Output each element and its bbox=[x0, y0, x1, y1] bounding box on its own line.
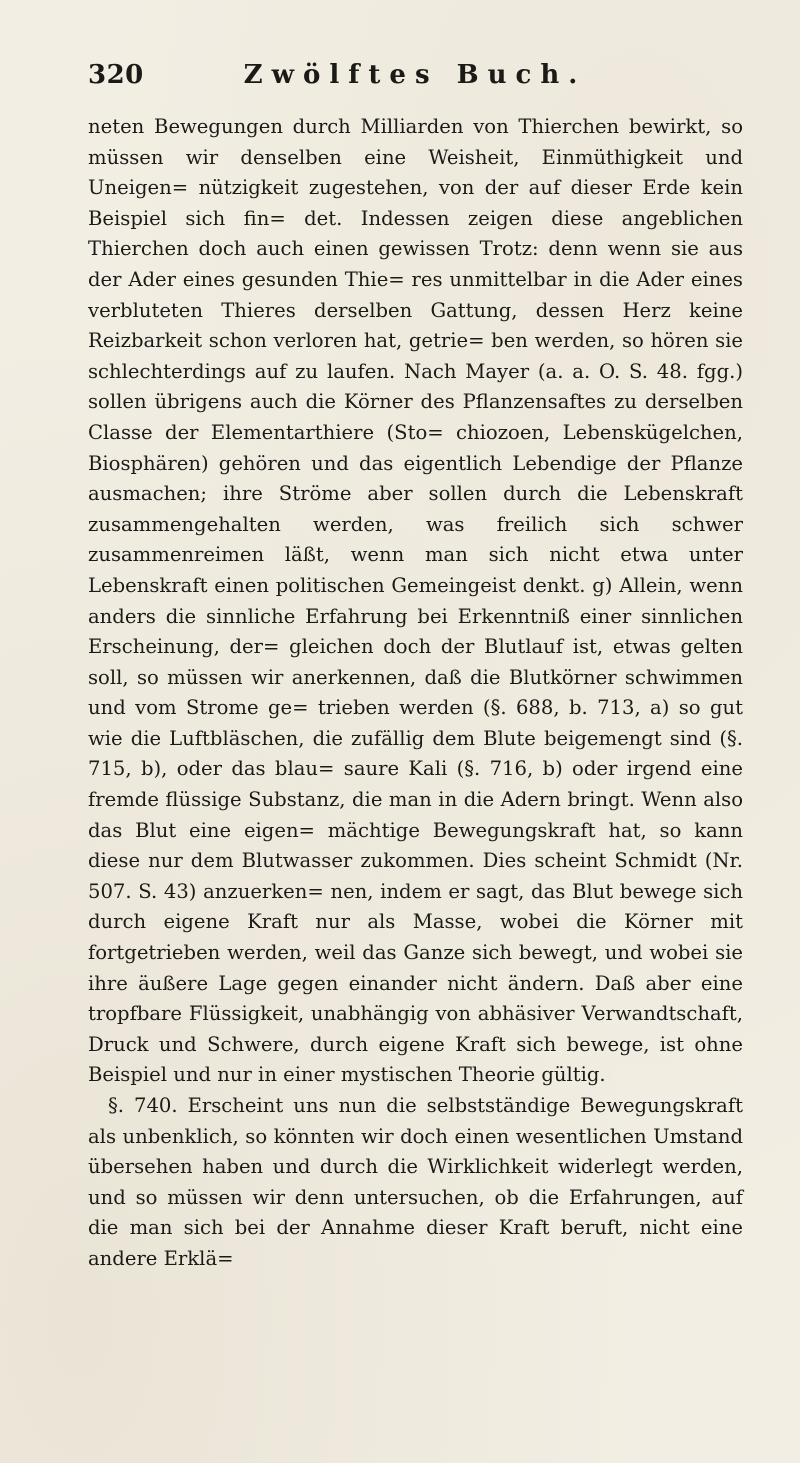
running-head: Zwölftes Buch. bbox=[243, 60, 587, 90]
paragraph-section-740: §. 740. Erscheint uns nun die selbstständige Bewegungskraft als unbenklich, so könnten wir doch einen wesentlichen Umstand übersehen haben und durch die Wirklichkeit widerlegt werden, und so müssen wir denn untersuchen, ob die Erfahrungen, auf die man sich bei der Annahme dieser Kraft beruft, nicht eine andere Erklä= bbox=[88, 1094, 743, 1270]
page-number: 320 bbox=[88, 60, 144, 90]
page-header bbox=[88, 60, 742, 100]
paragraph-continued: neten Bewegungen durch Milliarden von Thierchen bewirkt, so müssen wir denselben eine Weisheit, Einmüthigkeit und Uneigen= nützigkeit zugestehen, von der auf dieser Erde kein Beispiel sich fin= det. Indessen zeigen diese angeblichen Thierchen doch auch einen gewissen Trotz: denn wenn sie aus der Ader eines gesunden Thie= res unmittelbar in die Ader eines verbluteten Thieres derselben Gattung, dessen Herz keine Reizbarkeit schon verloren hat, getrie= ben werden, so hören sie schlechterdings auf zu laufen. Nach Mayer (a. a. O. S. 48. fgg.) sollen übrigens auch die Körner des Pflanzensaftes zu derselben Classe der Elementarthiere (Sto= chiozoen, Lebenskügelchen, Biosphären) gehören und das eigentlich Lebendige der Pflanze ausmachen; ihre Ströme aber sollen durch die Lebenskraft zusammengehalten werden, was freilich sich schwer zusammenreimen läßt, wenn man sich nicht etwa unter Lebenskraft einen politischen Gemeingeist denkt. g) Allein, wenn anders die sinnliche Erfahrung bei Erkenntniß einer sinnlichen Erscheinung, der= gleichen doch der Blutlauf ist, etwas gelten soll, so müssen wir anerkennen, daß die Blutkörner schwimmen und vom Strome ge= trieben werden (§. 688, b. 713, a) so gut wie die Luftbläschen, die zufällig dem Blute beigemengt sind (§. 715, b), oder das blau= saure Kali (§. 716, b) oder irgend eine fremde flüssige Substanz, die man in die Adern bringt. Wenn also das Blut eine eigen= mächtige Bewegungskraft hat, so kann diese nur dem Blutwasser zukommen. Dies scheint Schmidt (Nr. 507. S. 43) anzuerken= nen, indem er sagt, das Blut bewege sich durch eigene Kraft nur als Masse, wobei die Körner mit fortgetrieben werden, weil das Ganze sich bewegt, und wobei sie ihre äußere Lage gegen einander nicht ändern. Daß aber eine tropfbare Flüssigkeit, unabhängig von abhäsiver Verwandtschaft, Druck und Schwere, durch eigene Kraft sich bewege, ist ohne Beispiel und nur in einer mystischen Theorie gültig. bbox=[88, 115, 743, 1087]
body-text bbox=[88, 112, 743, 1275]
